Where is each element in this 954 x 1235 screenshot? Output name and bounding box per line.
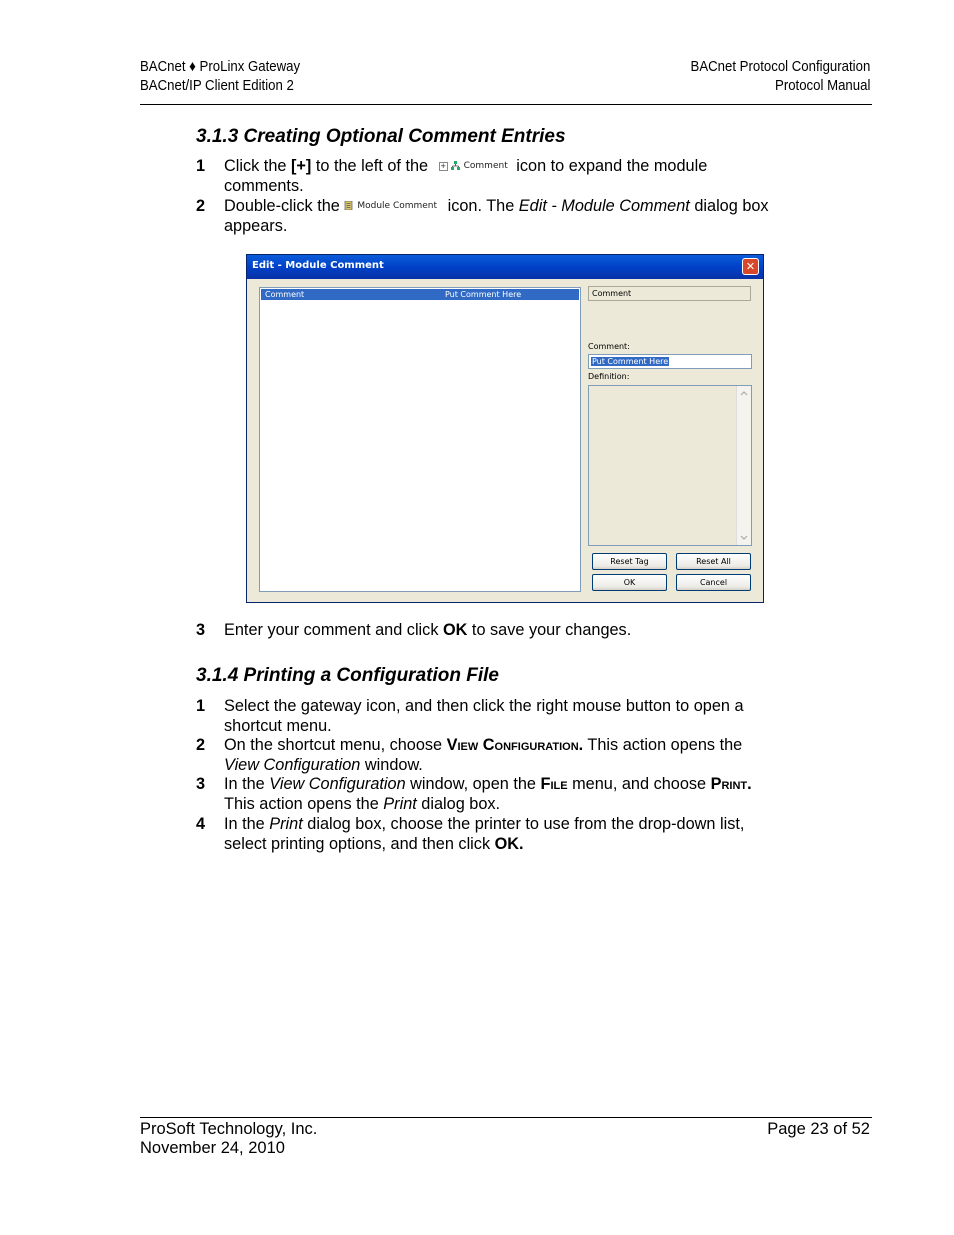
definition-scrollbar[interactable] (736, 386, 751, 545)
step-text-part: This action opens the (583, 736, 743, 754)
list-cell-name: Comment (265, 290, 305, 299)
comment-group-box: Comment (588, 286, 751, 301)
step-number: 4 (196, 815, 206, 833)
step-text (224, 621, 631, 641)
window-name-italic: View Configuration (269, 775, 406, 793)
comment-icon-label: Comment (463, 161, 508, 171)
step-number: 3 (196, 775, 206, 793)
dialog-title: Edit - Module Comment (252, 260, 384, 271)
section-title-printing: 3.1.4 Printing a Configuration File (196, 665, 499, 686)
header-right-line2: Protocol Manual (774, 77, 870, 94)
step-text-part: On the shortcut menu, choose (224, 736, 447, 754)
dialog-name-italic: Print (269, 815, 303, 833)
step-text-part: window. (360, 755, 423, 774)
close-icon[interactable]: ✕ (742, 258, 759, 275)
step-text-line2: appears. (224, 216, 288, 235)
section-title-comment-entries: 3.1.3 Creating Optional Comment Entries (196, 126, 566, 147)
dialog-titlebar (247, 255, 763, 279)
step-number: 2 (196, 736, 206, 754)
step-text-part: icon to expand the module (511, 157, 708, 176)
step-text-part: In the (224, 815, 270, 833)
list-cell-value: Put Comment Here (445, 290, 522, 299)
module-comment-icon (344, 201, 353, 210)
step-text (224, 157, 707, 177)
comment-input-value: Put Comment Here (592, 357, 669, 366)
step-text-part: dialog box (689, 197, 769, 216)
edit-module-comment-dialog (246, 254, 764, 603)
scroll-up-icon[interactable] (740, 390, 748, 396)
module-comment-icon-label: Module Comment (357, 201, 438, 211)
comment-tree-icon (439, 157, 508, 177)
comment-input[interactable] (588, 354, 752, 369)
step-text-part: This action opens the (224, 794, 384, 813)
reset-tag-button[interactable]: Reset Tag (592, 553, 667, 570)
step-text-part: to save your changes. (467, 621, 632, 639)
dialog-name-italic: Edit - Module Comment (518, 197, 690, 216)
step-text-part: Click the (224, 157, 291, 176)
step-number: 2 (196, 197, 206, 215)
step-text (224, 197, 769, 217)
step-text: Select the gateway icon, and then click the right mouse button to open a (224, 697, 744, 715)
header-left-line1: BACnet ♦ ProLinx Gateway (140, 58, 301, 75)
reset-all-button[interactable]: Reset All (676, 553, 751, 570)
definition-textarea[interactable] (588, 385, 752, 546)
window-name-italic: View Configuration (224, 755, 361, 774)
step-text (224, 815, 744, 835)
scroll-down-icon[interactable] (740, 535, 748, 541)
step-text-part: Enter your comment and click (224, 621, 443, 639)
step-text-part: dialog box, choose the printer to use from the drop-down list, (302, 815, 745, 833)
menu-name: File (540, 775, 568, 793)
cancel-button[interactable]: Cancel (676, 574, 751, 591)
module-comment-tree-icon (344, 197, 437, 217)
step-number: 3 (196, 621, 206, 639)
step-number: 1 (196, 157, 206, 175)
step-text-line2 (224, 835, 524, 855)
step-text-line2: shortcut menu. (224, 716, 332, 735)
comment-list[interactable] (259, 287, 581, 592)
header-right-line1: BACnet Protocol Configuration (690, 58, 870, 75)
step-text-part: menu, and choose (567, 775, 711, 793)
footer-date: November 24, 2010 (140, 1139, 285, 1157)
ok-bold: OK. (494, 834, 524, 853)
step-text-part: In the (224, 775, 270, 793)
header-left-line2: BACnet/IP Client Edition 2 (140, 77, 294, 94)
dialog-name-italic: Print (383, 794, 417, 813)
step-text-part: Double-click the (224, 197, 345, 216)
definition-label: Definition: (588, 372, 630, 381)
step-text (224, 775, 752, 795)
ok-bold: OK (442, 621, 468, 639)
step-text-line2 (224, 756, 423, 776)
comment-label: Comment: (588, 342, 630, 351)
menu-command-name: View Configuration. (446, 736, 584, 754)
footer-rule (140, 1117, 872, 1118)
menu-command-name: Print. (710, 775, 752, 793)
step-text-part: dialog box. (416, 794, 501, 813)
network-icon (451, 161, 460, 170)
header-rule (140, 104, 872, 105)
step-text-part: select printing options, and then click (224, 834, 495, 853)
ok-button[interactable]: OK (592, 574, 667, 591)
step-text-part: to the left of the (311, 157, 433, 176)
step-text-part: icon. The (443, 197, 519, 216)
footer-company: ProSoft Technology, Inc. (140, 1120, 318, 1138)
step-text (224, 736, 742, 756)
step-number: 1 (196, 697, 206, 715)
step-text-line2: comments. (224, 176, 304, 195)
plus-label: [+] (290, 157, 312, 176)
expand-plus-icon: + (440, 162, 447, 170)
step-text-part: window, open the (405, 775, 541, 793)
list-row-selected[interactable] (261, 289, 579, 300)
footer-page-number: Page 23 of 52 (767, 1120, 870, 1138)
step-text-line2 (224, 795, 500, 815)
